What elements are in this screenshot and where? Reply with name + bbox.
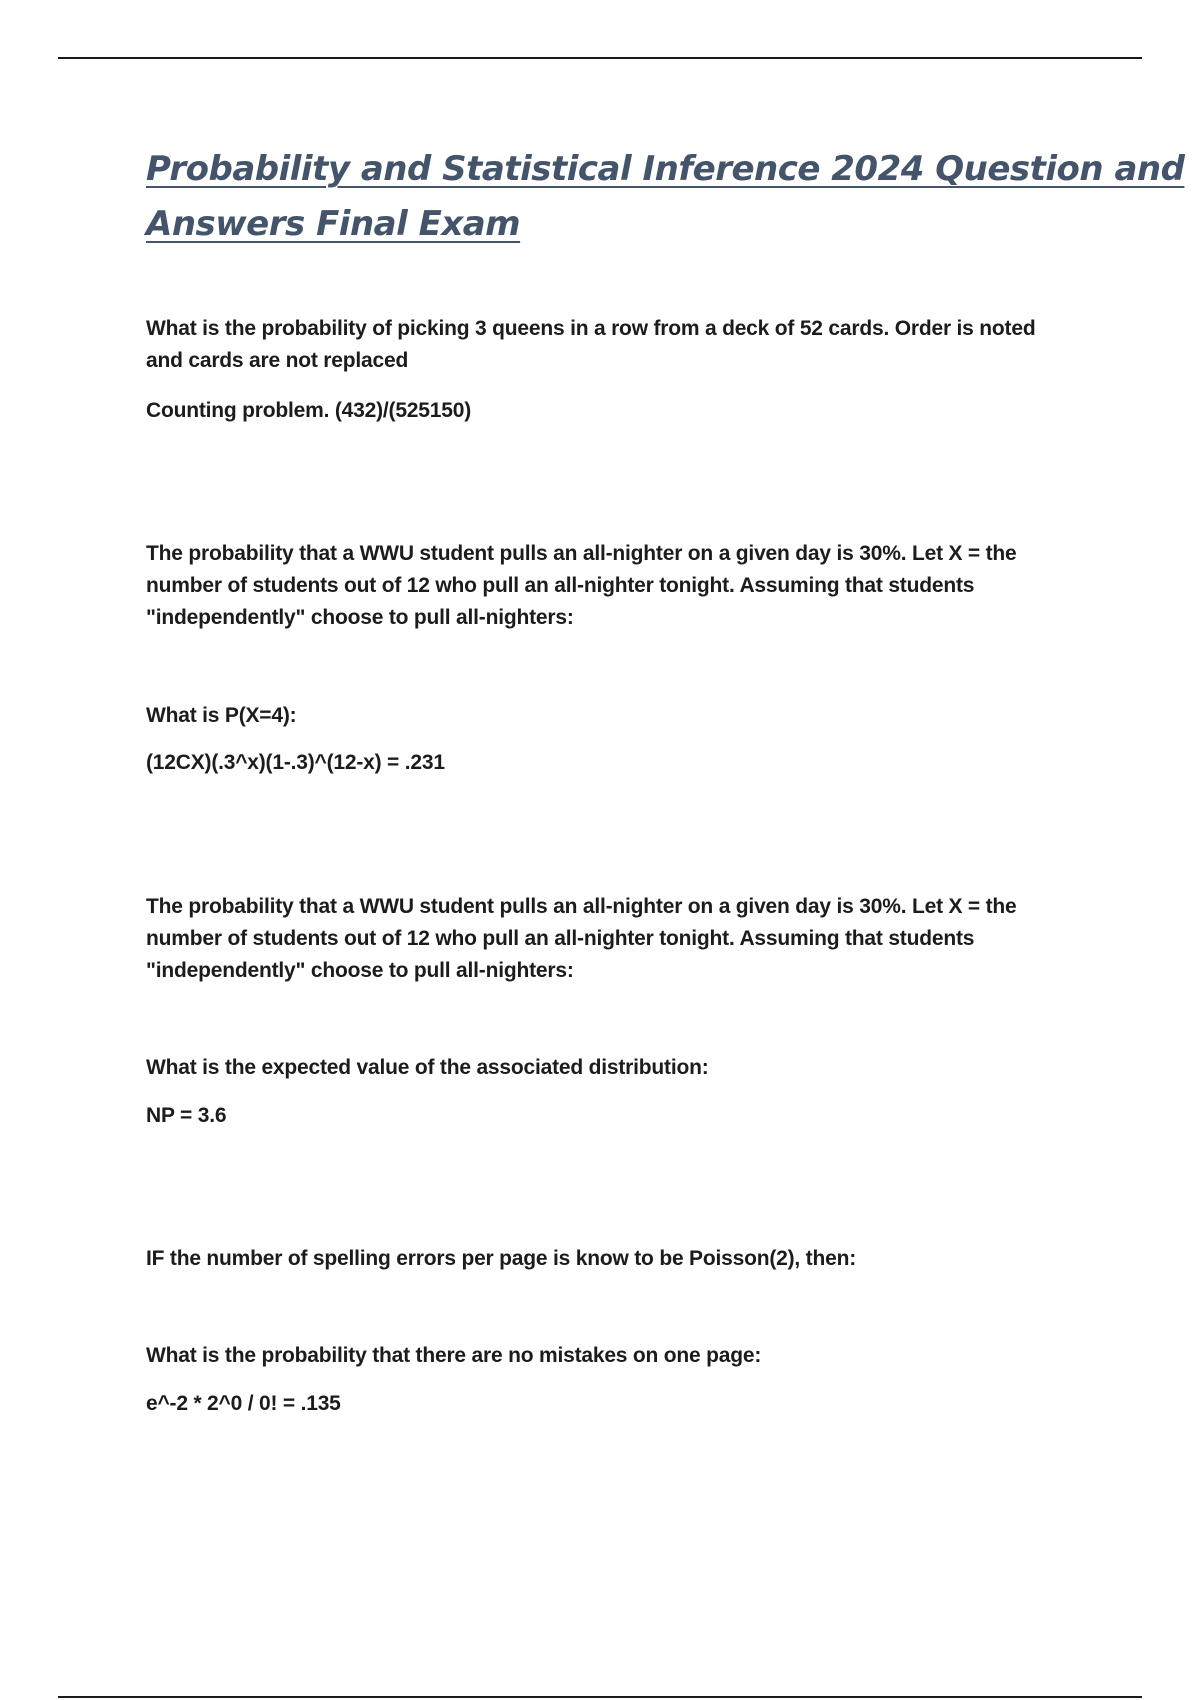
footer-rule <box>58 1696 1142 1698</box>
context-4: IF the number of spelling errors per page is know to be Poisson(2), then: <box>146 1247 856 1270</box>
header-rule <box>58 57 1142 59</box>
question-2: What is P(X=4): <box>146 704 297 727</box>
document-title <box>146 142 1185 252</box>
context-3: The probability that a WWU student pulls an all-nighter on a given day is 30%. Let X = the number of students out of 12 who pull an all-nighter tonight. Assuming that students "independently" choose to pull all-nighters: <box>146 895 1017 982</box>
answer-4: e^-2 * 2^0 / 0! = .135 <box>146 1392 341 1415</box>
answer-3: NP = 3.6 <box>146 1104 227 1127</box>
answer-1: Counting problem. (432)/(525150) <box>146 399 471 422</box>
question-1: What is the probability of picking 3 queens in a row from a deck of 52 cards. Order is noted and cards are not replaced <box>146 317 1036 372</box>
question-3: What is the expected value of the associated distribution: <box>146 1056 709 1079</box>
context-2: The probability that a WWU student pulls an all-nighter on a given day is 30%. Let X = the number of students out of 12 who pull an all-nighter tonight. Assuming that students "independently" choose to pull all-nighters: <box>146 542 1017 629</box>
answer-2: (12CX)(.3^x)(1-.3)^(12-x) = .231 <box>146 751 445 774</box>
document-title-line-1: Probability and Statistical Inference 2024 Question and <box>146 149 1185 189</box>
question-4: What is the probability that there are no mistakes on one page: <box>146 1344 762 1367</box>
document-title-line-2: Answers Final Exam <box>146 204 521 244</box>
